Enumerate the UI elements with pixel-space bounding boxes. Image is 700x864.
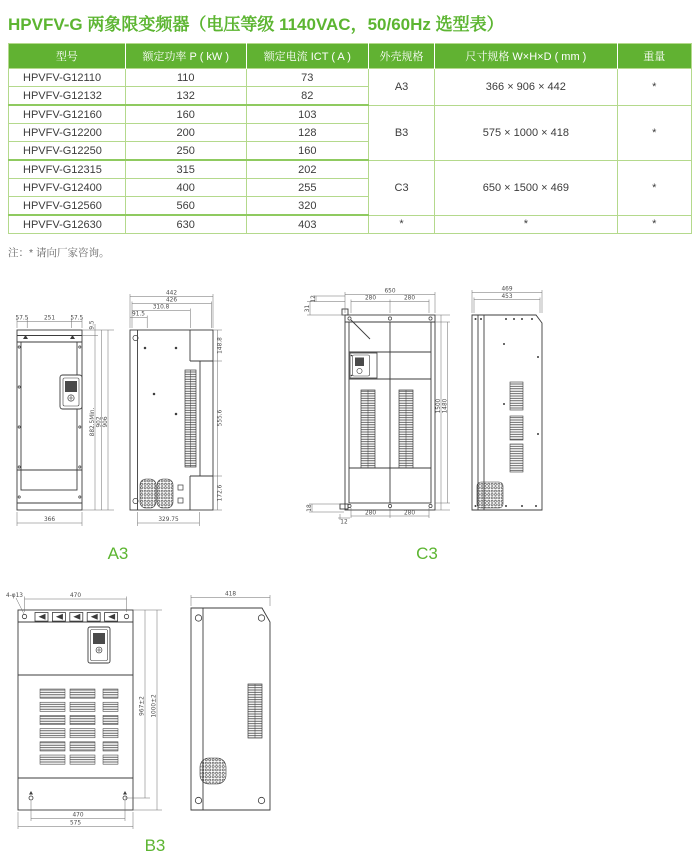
dim-text: 426 [165, 297, 178, 304]
c3-drawing [300, 282, 570, 544]
cell-current: 320 [246, 197, 368, 216]
dim-text: 57.5 [70, 315, 84, 322]
cell-current: 403 [246, 215, 368, 234]
cell-frame: A3 [368, 69, 434, 106]
dim-text: 366 [43, 517, 56, 523]
c3-vent-grilles [361, 390, 413, 468]
dim-text: 469 [501, 286, 513, 293]
dim-text: 1500 [436, 398, 442, 414]
selection-table [8, 43, 692, 234]
dim-text: 280 [403, 510, 416, 517]
a3-drawing [4, 282, 254, 544]
dim-text: 470 [72, 812, 84, 819]
b3-label: B3 [144, 836, 166, 855]
cell-power: 400 [125, 179, 246, 197]
dim-text: 902 [96, 416, 103, 428]
table-row [9, 69, 692, 87]
dim-text: 4-φ13 [6, 593, 23, 599]
c3-fan-grille [477, 482, 503, 508]
table-row [9, 160, 692, 179]
dim-text: 882.5Min. [90, 407, 96, 437]
cell-power: 110 [125, 69, 246, 87]
col-header-weight: 重量 [617, 44, 691, 69]
cell-power: 160 [125, 105, 246, 124]
cell-current: 82 [246, 87, 368, 106]
footnote: 注：* 请向厂家咨询。 [8, 247, 110, 259]
cell-power: 132 [125, 87, 246, 106]
dim-text: 280 [403, 295, 416, 302]
cell-power: 200 [125, 124, 246, 142]
cell-current: 103 [246, 105, 368, 124]
dim-text: 1000±2 [151, 694, 158, 718]
cell-model: HPVFV-G12200 [9, 124, 126, 142]
cell-model: HPVFV-G12315 [9, 160, 126, 179]
dim-text: 148.8 [217, 337, 224, 354]
col-header-power: 额定功率 P ( kW ) [125, 44, 246, 69]
table-header-row [9, 44, 692, 69]
c3-label: C3 [416, 544, 438, 563]
a3-side-details [133, 335, 183, 503]
document-page [0, 0, 700, 260]
cell-size: * [435, 215, 617, 234]
cell-weight: * [617, 69, 691, 106]
dim-text: 18 [307, 504, 313, 512]
dim-text: 251 [43, 315, 56, 322]
dim-text: 31 [305, 304, 311, 313]
cell-current: 202 [246, 160, 368, 179]
col-header-size: 尺寸规格 W×H×D ( mm ) [435, 44, 617, 69]
b3-drawing [4, 588, 304, 858]
cell-model: HPVFV-G12400 [9, 179, 126, 197]
cell-power: 560 [125, 197, 246, 216]
dim-text: 310.8 [152, 304, 170, 311]
col-header-frame: 外壳规格 [368, 44, 434, 69]
dim-text: 906 [103, 416, 109, 428]
dim-text: 172.6 [217, 484, 224, 502]
b3-fan-grille [200, 758, 226, 784]
dim-text: 418 [224, 591, 237, 598]
cell-current: 73 [246, 69, 368, 87]
a3-mounting-holes [18, 346, 81, 498]
dim-text: 57.5 [15, 315, 29, 322]
cell-weight: * [617, 160, 691, 215]
dim-text: 650 [384, 288, 396, 295]
mechanical-drawings [0, 278, 700, 864]
b3-terminal-lugs [35, 613, 118, 622]
cell-current: 160 [246, 142, 368, 161]
dim-text: 967±2 [139, 696, 146, 716]
b3-keypad-icon [88, 627, 110, 663]
cell-frame: C3 [368, 160, 434, 215]
dim-text: 470 [69, 593, 82, 599]
cell-weight: * [617, 105, 691, 160]
table-row [9, 105, 692, 124]
dim-text: 280 [364, 295, 377, 302]
c3-side-view [472, 315, 542, 510]
dim-text: 91.5 [132, 311, 145, 318]
a3-label: A3 [107, 544, 129, 563]
cell-frame: * [368, 215, 434, 234]
dim-text: 329.75 [158, 517, 179, 523]
dim-text: 9.5 [89, 320, 96, 330]
cell-model: HPVFV-G12132 [9, 87, 126, 106]
cell-size: 650 × 1500 × 469 [435, 160, 617, 215]
cell-model: HPVFV-G12110 [9, 69, 126, 87]
cell-power: 315 [125, 160, 246, 179]
dim-text: 1480 [442, 398, 449, 414]
cell-power: 630 [125, 215, 246, 234]
cell-current: 255 [246, 179, 368, 197]
cell-power: 250 [125, 142, 246, 161]
table-row [9, 215, 692, 234]
a3-front-view [17, 330, 82, 510]
dim-text: 575 [69, 820, 82, 827]
dim-text: 12 [340, 519, 348, 526]
b3-side-vent-grille [248, 684, 262, 738]
cell-size: 575 × 1000 × 418 [435, 105, 617, 160]
cell-model: HPVFV-G12160 [9, 105, 126, 124]
b3-vent-grid [40, 689, 118, 764]
dim-text: 442 [165, 290, 178, 297]
cell-weight: * [617, 215, 691, 234]
c3-front-view [340, 309, 435, 510]
page-title: HPVFV-G 两象限变频器（电压等级 1140VAC，50/60Hz 选型表） [8, 15, 504, 34]
cell-current: 128 [246, 124, 368, 142]
col-header-model: 型号 [9, 44, 126, 69]
c3-side-vent-grilles [510, 382, 523, 472]
a3-keypad-icon [60, 375, 82, 409]
cell-model: HPVFV-G12630 [9, 215, 126, 234]
dim-text: 555.6 [217, 409, 224, 427]
c3-keypad-icon [350, 353, 377, 378]
cell-model: HPVFV-G12250 [9, 142, 126, 161]
c3-front-dimensions [307, 292, 450, 520]
col-header-current: 额定电流 ICT ( A ) [246, 44, 368, 69]
a3-side-vent-grille [185, 370, 196, 467]
dim-text: 12 [311, 295, 317, 303]
dim-text: 453 [501, 293, 513, 300]
dim-text: 280 [364, 510, 377, 517]
cell-size: 366 × 906 × 442 [435, 69, 617, 106]
cell-frame: B3 [368, 105, 434, 160]
cell-model: HPVFV-G12560 [9, 197, 126, 216]
a3-fan-grille [140, 479, 173, 508]
